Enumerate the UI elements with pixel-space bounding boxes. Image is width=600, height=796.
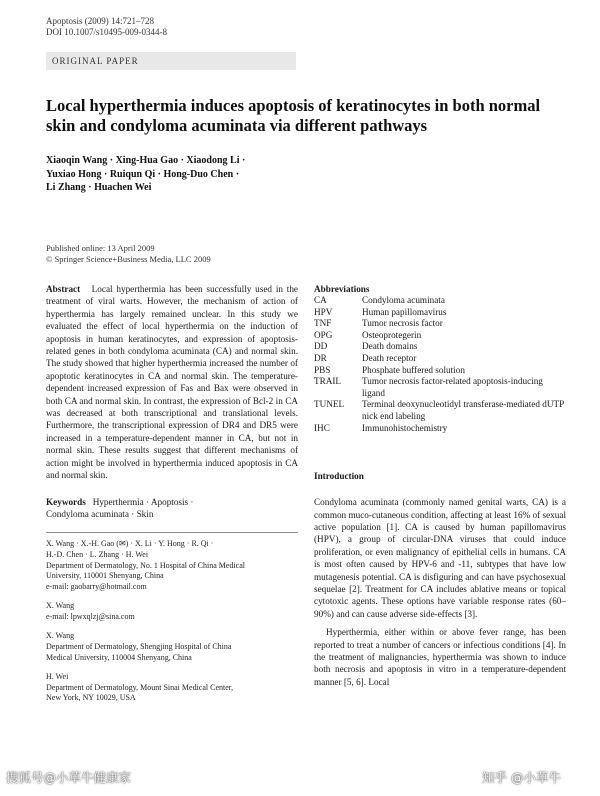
author-line: Yuxiao Hong · Ruiqun Qi · Hong-Duo Chen · <box>46 168 240 180</box>
journal-doi: DOI 10.1007/s10495-009-0344-8 <box>46 27 167 37</box>
abbreviation-definition: Human papillomavirus <box>362 306 447 317</box>
abbreviation-row <box>314 353 566 365</box>
affiliation-email: e-mail: lpwxqlzj@sina.com <box>46 611 135 621</box>
keywords-line: Condyloma acuminata · Skin <box>46 508 154 519</box>
abbreviation-row <box>314 341 566 353</box>
published-date: Published online: 13 April 2009 <box>46 243 155 253</box>
abbreviation-row <box>314 307 566 319</box>
affiliation-line: New York, NY 10029, USA <box>46 693 136 703</box>
affiliation-line: X. Wang <box>46 601 75 611</box>
abbreviation-term: DR <box>314 352 327 363</box>
abbreviation-definition: Tumor necrosis factor-related apoptosis-inducing ligand <box>362 376 543 398</box>
affiliation-line: X. Wang <box>46 631 75 641</box>
journal-citation: Apoptosis (2009) 14:721–728 <box>46 16 154 26</box>
introduction-heading: Introduction <box>314 471 364 482</box>
introduction-paragraph: Hyperthermia, either within or above fever range, has been reported to treat a number of cancers or infectious conditions [4]. In the treatment of malignancies, hyperthermia was shown to induce both necrosis and apoptosis in vitro in a temperature-dependent manner [5, 6]. Local <box>314 627 566 687</box>
abbreviation-term: TUNEL <box>314 399 345 410</box>
abbreviations-list <box>314 295 566 434</box>
abbreviations-heading: Abbreviations <box>314 284 370 294</box>
abbreviation-definition: Osteoprotegerin <box>362 329 422 340</box>
abbreviation-row <box>314 399 566 422</box>
abbreviation-row <box>314 376 566 399</box>
abbreviation-definition: Death receptor <box>362 352 417 363</box>
abbreviation-definition: Death domains <box>362 341 418 352</box>
abstract-text: Local hyperthermia has been successfully used in the treatment of viral warts. However, the mechanism of action of hyperthermia has largely remained unclear. In this study we evaluated the effect of local hyperthermia on the induction of apoptosis in human keratinocytes, and expression of apoptosis-related genes in both condyloma acuminata (CA) and normal skin. The study showed that higher hyperthermia increased the number of apoptotic keratinocytes in CA and normal skin. The temperature-dependent increased expression of Fas and Bax were observed in both CA and normal skin. In contrast, the expression of Bcl-2 in CA was decreased at both transcriptional and translational levels. Furthermore, the transcriptional expression of DR4 and DR5 were increased in a temperature-dependent manner in CA, but not in normal skin. These results suggest that different mechanisms of action might be involved in hyperthermia induced apoptosis in CA and normal skin. <box>46 284 299 481</box>
keywords-label: Keywords <box>46 496 86 507</box>
watermark-right: 知乎 @小草牛 <box>482 770 561 785</box>
abbreviation-term: IHC <box>314 422 330 433</box>
affiliation-line: H.-D. Chen · L. Zhang · H. Wei <box>46 549 149 559</box>
affiliation-line: University, 110001 Shenyang, China <box>46 571 164 581</box>
abbreviation-row <box>314 365 566 377</box>
affiliation-line: Department of Dermatology, No. 1 Hospital of China Medical <box>46 560 245 570</box>
abbreviation-term: CA <box>314 295 327 305</box>
abstract-label: Abstract <box>46 284 81 294</box>
article-type-banner: ORIGINAL PAPER <box>46 52 296 70</box>
copyright-notice: © Springer Science+Business Media, LLC 2009 <box>46 254 211 264</box>
abbreviation-definition: Terminal deoxynucleotidyl transferase-mediated dUTP nick end labeling <box>362 399 564 421</box>
abbreviation-term: OPG <box>314 329 333 340</box>
affiliation-block <box>46 601 298 622</box>
affiliation-block <box>46 672 298 704</box>
abbreviation-term: HPV <box>314 306 333 317</box>
paper-title: Local hyperthermia induces apoptosis of keratinocytes in both normal skin and condyloma acuminata via different pathways <box>46 96 541 135</box>
abbreviation-term: TNF <box>314 318 332 329</box>
right-column <box>314 283 566 688</box>
affiliation-line: X. Wang · X.-H. Gao (✉) · X. Li · Y. Hong · R. Qi · <box>46 539 214 549</box>
abbreviation-term: DD <box>314 341 328 352</box>
journal-header <box>46 16 167 38</box>
abbreviation-row <box>314 330 566 342</box>
author-line: Xiaoqin Wang · Xing-Hua Gao · Xiaodong Li · <box>46 155 246 166</box>
affiliation-block <box>46 631 298 663</box>
affiliation-email: e-mail: gaobarry@hotmail.com <box>46 581 147 591</box>
affiliation-line: Department of Dermatology, Shengjing Hospital of China <box>46 642 232 652</box>
affiliation-line: Department of Dermatology, Mount Sinai Medical Center, <box>46 682 234 692</box>
abbreviation-term: TRAIL <box>314 376 342 387</box>
introduction-paragraph: Condyloma acuminata (commonly named genital warts, CA) is a common muco-cutaneous condition, affecting at least 16% of sexual active population [1]. CA is caused by human papillomavirus (HPV), a group of circular-DNA viruses that could induce proliferation, or even malignancy of epithelial cells in humans. CA is most often caused by HPV-6 and -11, subtypes that have low mutagenesis potential. CA is disfiguring and can have psychosexual sequelae [2]. Treatment for CA includes ablative means or topical cytotoxic agents. These options have variable response rates (60–90%) and can cause adverse side-effects [3]. <box>314 497 566 619</box>
keywords <box>46 496 298 521</box>
author-list <box>46 154 346 195</box>
keywords-line: Hyperthermia · Apoptosis · <box>92 496 194 507</box>
left-column <box>46 283 298 704</box>
abbreviation-row <box>314 318 566 330</box>
abbreviation-definition: Immunohistochemistry <box>362 422 448 433</box>
abbreviation-definition: Phosphate buffered solution <box>362 364 465 375</box>
abbreviation-definition: Condyloma acuminata <box>362 295 445 305</box>
affiliation-block <box>46 539 298 592</box>
affiliation-divider <box>46 532 298 533</box>
abbreviation-row <box>314 295 566 307</box>
author-line: Li Zhang · Huachen Wei <box>46 182 152 193</box>
abbreviation-definition: Tumor necrosis factor <box>362 318 443 329</box>
publication-info <box>46 243 211 265</box>
abbreviation-term: PBS <box>314 364 331 375</box>
affiliation-line: Medical University, 110004 Shenyang, China <box>46 652 192 662</box>
abstract <box>46 283 298 482</box>
watermark-left: 搜狐号@小草牛健康家 <box>6 770 132 785</box>
abbreviation-row <box>314 423 566 435</box>
affiliation-line: H. Wei <box>46 672 69 682</box>
